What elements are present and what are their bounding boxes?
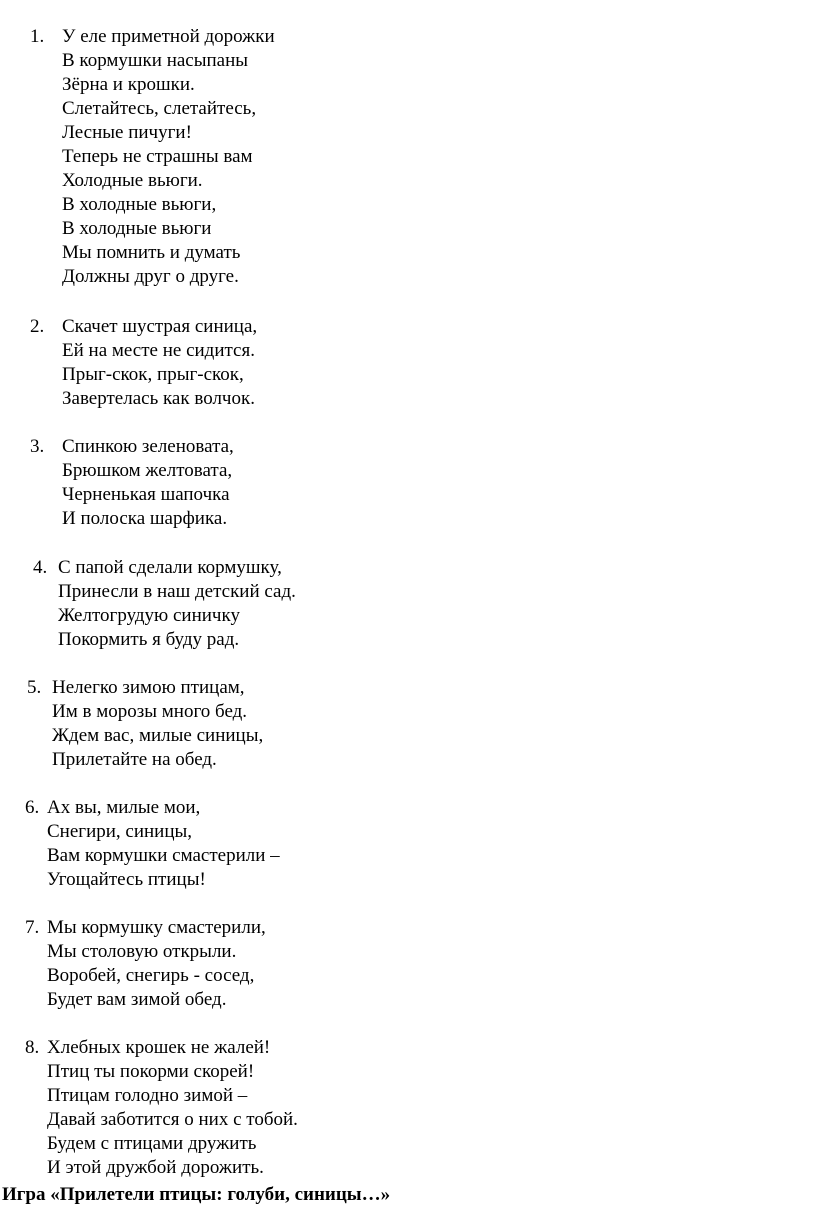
stanza-2-number: 2. <box>30 316 45 337</box>
stanza-2-line-1: Скачет шустрая синица, <box>62 316 258 337</box>
stanza-6-line-3: Вам кормушки смастерили – <box>47 845 280 866</box>
stanza-1-line-5: Лесные пичуги! <box>62 122 192 143</box>
stanza-7-number: 7. <box>25 917 40 938</box>
stanza-1-number: 1. <box>30 26 45 47</box>
stanza-2-line-4: Завертелась как волчок. <box>62 388 255 409</box>
stanza-4-number: 4. <box>33 557 48 578</box>
stanza-3-line-1: Спинкою зеленовата, <box>62 436 234 457</box>
stanza-1-line-3: Зёрна и крошки. <box>62 74 195 95</box>
stanza-3-line-2: Брюшком желтовата, <box>62 460 233 481</box>
stanza-6-line-2: Снегири, синицы, <box>47 821 193 842</box>
stanza-1-line-10: Мы помнить и думать <box>62 242 241 263</box>
stanza-8-line-3: Птицам голодно зимой – <box>47 1085 248 1106</box>
stanza-7-line-2: Мы столовую открыли. <box>47 941 237 962</box>
stanza-1-line-1: У еле приметной дорожки <box>62 26 275 47</box>
stanza-2-line-2: Ей на месте не сидится. <box>62 340 255 361</box>
stanza-2-line-3: Прыг-скок, прыг-скок, <box>62 364 244 385</box>
stanza-7-line-1: Мы кормушку смастерили, <box>47 917 266 938</box>
stanza-4-line-1: С папой сделали кормушку, <box>58 557 282 578</box>
stanza-1-line-7: Холодные вьюги. <box>62 170 203 191</box>
stanza-8-line-1: Хлебных крошек не жалей! <box>47 1037 271 1058</box>
stanza-1-line-11: Должны друг о друге. <box>62 266 239 287</box>
stanza-5-line-1: Нелегко зимою птицам, <box>52 677 245 698</box>
game-title: Игра «Прилетели птицы: голуби, синицы…» <box>2 1184 391 1205</box>
stanza-3-line-3: Черненькая шапочка <box>62 484 230 505</box>
stanza-4-line-4: Покормить я буду рад. <box>58 629 240 650</box>
stanza-1-line-6: Теперь не страшны вам <box>62 146 253 167</box>
stanza-6-line-1: Ах вы, милые мои, <box>47 797 201 818</box>
stanza-6-line-4: Угощайтесь птицы! <box>47 869 206 890</box>
stanza-1-line-4: Слетайтесь, слетайтесь, <box>62 98 257 119</box>
stanza-7-line-4: Будет вам зимой обед. <box>47 989 227 1010</box>
stanza-8-line-2: Птиц ты покорми скорей! <box>47 1061 255 1082</box>
stanza-8-line-4: Давай заботится о них с тобой. <box>47 1109 298 1130</box>
stanza-3-line-4: И полоска шарфика. <box>62 508 228 529</box>
stanza-8-line-6: И этой дружбой дорожить. <box>47 1157 264 1178</box>
stanza-4-line-3: Желтогрудую синичку <box>58 605 240 626</box>
stanza-5-line-3: Ждем вас, милые синицы, <box>52 725 264 746</box>
stanza-7-line-3: Воробей, снегирь - сосед, <box>47 965 255 986</box>
stanza-5-line-4: Прилетайте на обед. <box>52 749 217 770</box>
stanza-8-line-5: Будем с птицами дружить <box>47 1133 257 1154</box>
stanza-4-line-2: Принесли в наш детский сад. <box>58 581 296 602</box>
stanza-8-number: 8. <box>25 1037 40 1058</box>
stanza-1-line-9: В холодные вьюги <box>62 218 212 239</box>
stanza-1-line-2: В кормушки насыпаны <box>62 50 249 71</box>
stanza-1-line-8: В холодные вьюги, <box>62 194 217 215</box>
stanza-3-number: 3. <box>30 436 45 457</box>
stanza-5-line-2: Им в морозы много бед. <box>52 701 248 722</box>
stanza-6-number: 6. <box>25 797 40 818</box>
stanza-5-number: 5. <box>27 677 42 698</box>
